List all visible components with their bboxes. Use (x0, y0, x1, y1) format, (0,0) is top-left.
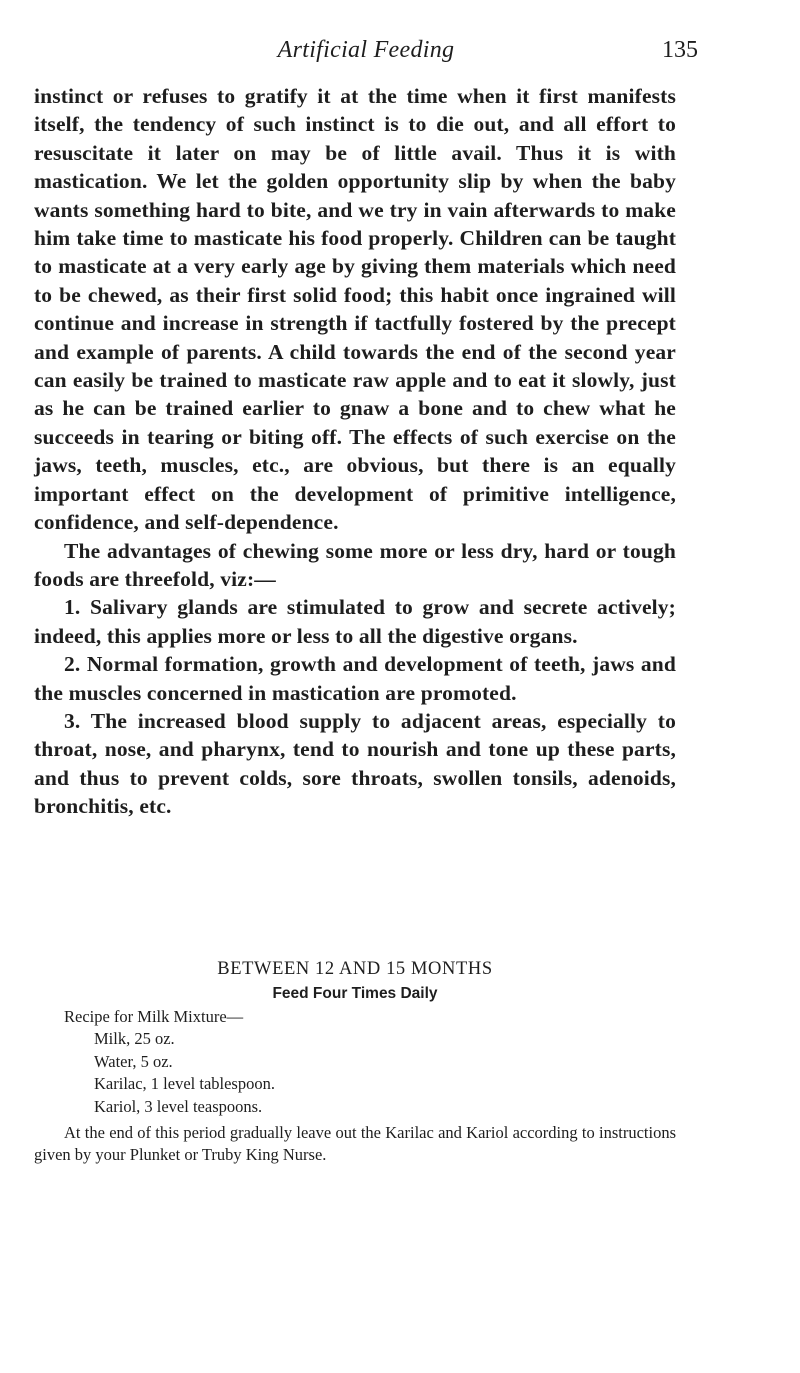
recipe-title: Recipe for Milk Mixture— (64, 1007, 244, 1026)
paragraph-mastication: instinct or refuses to gratify it at the time when it first manifests itself, the tendency of such instinct is to die out, and all effort to resuscitate it later on may be of little avail. Thus it is with mastication. We let the golden opportunity slip by when the baby wants something hard to bite, and we try in vain afterwards to make him take time to masticate his food properly. Children can be taught to masticate at a very early age by giving them materials which need to be chewed, as their first solid food; this habit once ingrained will continue and increase in strength if tactfully fostered by the precept and example of parents. A child towards the end of the second year can easily be trained to masticate raw apple and to eat it slowly, just as he can be trained earlier to gnaw a bone and to chew what he succeeds in tearing or biting off. The effects of such exercise on the jaws, teeth, muscles, etc., are obvious, but there is an equally important effect on the development of primitive intelligence, confidence, and self-dependence. (34, 84, 676, 535)
list-item-salivary-glands: 1. Salivary glands are stimulated to grow and secrete actively; indeed, this applies more or less to all the digestive organs. (34, 595, 676, 648)
recipe-item-milk: Milk, 25 oz. (94, 1029, 175, 1049)
running-title: Artificial Feeding (277, 37, 455, 63)
body-text (34, 82, 676, 821)
recipe-item-karilac: Karilac, 1 level tablespoon. (94, 1074, 275, 1094)
page-number: 135 (662, 37, 698, 63)
list-item-blood-supply: 3. The increased blood supply to adjacent areas, especially to throat, nose, and pharynx, tend to nourish and tone up these parts, and thus to prevent colds, sore throats, swollen tonsils, adenoids, bronchitis, etc. (34, 708, 676, 819)
feeding-frequency: Feed Four Times Daily (272, 985, 438, 1002)
section-heading: BETWEEN 12 AND 15 MONTHS (217, 959, 493, 979)
list-item-teeth-jaws: 2. Normal formation, growth and development of teeth, jaws and the muscles concerned in mastication are promoted. (34, 652, 676, 705)
paragraph-advantages: The advantages of chewing some more or less dry, hard or tough foods are threefold, viz:— (34, 538, 676, 591)
running-header (34, 34, 698, 66)
period-note: At the end of this period gradually leave out the Karilac and Kariol according to instructions given by your Plunket or Truby King Nurse. (34, 1123, 676, 1164)
feeding-section (34, 956, 676, 1182)
recipe-item-kariol: Kariol, 3 level teaspoons. (94, 1096, 263, 1116)
recipe-item-water: Water, 5 oz. (94, 1051, 173, 1071)
